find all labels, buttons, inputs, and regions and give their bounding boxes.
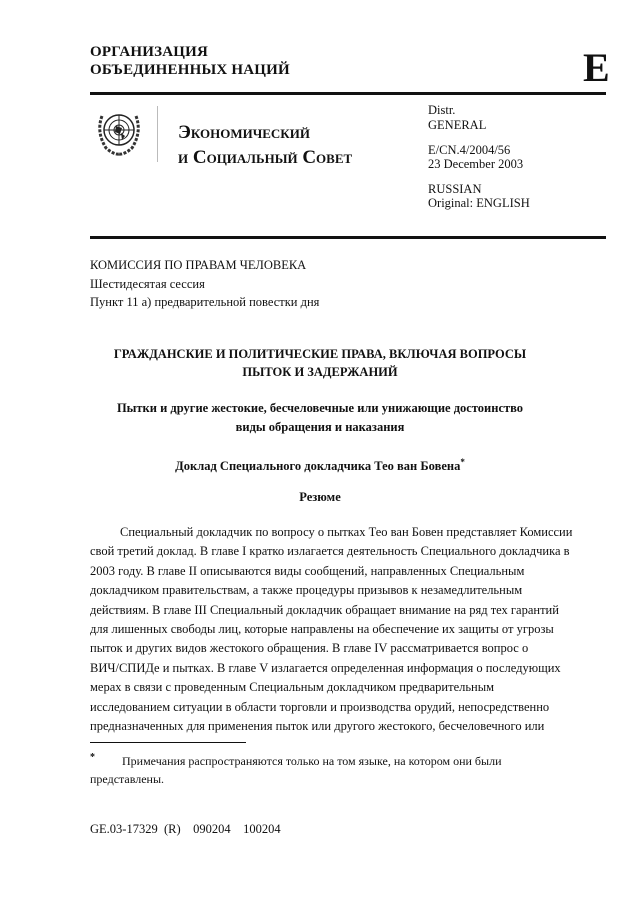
title-line2: ПЫТОК И ЗАДЕРЖАНИЙ	[242, 365, 398, 379]
summary-line: предназначенных для применения пыток или другого жестокого, бесчеловечного или	[90, 719, 545, 733]
footnote-line1: Примечания распространяются только на том языке, на котором они были	[122, 754, 502, 768]
agenda-item: Пункт 11 а) предварительной повестки дня	[90, 295, 320, 309]
document-symbol: E/CN.4/2004/56	[428, 143, 511, 157]
document-date: 23 December 2003	[428, 157, 524, 171]
session-name: Шестидесятая сессия	[90, 277, 205, 291]
summary-line: ВИЧ/СПИДе и пытках. В главе V излагается определенная информация о последующих	[90, 660, 561, 675]
report-title	[0, 457, 640, 474]
summary-heading: Резюме	[299, 490, 341, 504]
summary-line: исследованием ситуации в области торговли и производства орудий, непосредственно	[90, 699, 550, 714]
council-name-line2: и Социальный Совет	[178, 147, 353, 168]
footnote-rule	[90, 742, 246, 743]
commission-name: КОМИССИЯ ПО ПРАВАМ ЧЕЛОВЕКА	[90, 258, 307, 272]
footnote-mark: *	[90, 752, 95, 763]
summary-line: Специальный докладчик по вопросу о пытках Тео ван Бовен представляет Комиссии	[120, 525, 573, 539]
header-rule	[90, 92, 606, 95]
distribution: GENERAL	[428, 118, 487, 132]
un-emblem-icon	[94, 106, 144, 158]
summary-line: действиям. В главе III Специальный докладчик обращает внимание на ряд тех гарантий	[90, 602, 559, 617]
original-language: Original: ENGLISH	[428, 196, 530, 210]
subtitle-line2: виды обращения и наказания	[235, 420, 405, 434]
report-title-text: Доклад Специального докладчика Тео ван Бовена	[175, 459, 461, 474]
title-line1: ГРАЖДАНСКИЕ И ПОЛИТИЧЕСКИЕ ПРАВА, ВКЛЮЧАЯ ВОПРОСЫ	[113, 347, 527, 361]
job-number: GE.03-17329 (R) 090204 100204	[90, 822, 281, 836]
footnote-ref[interactable]: *	[460, 457, 465, 467]
summary-line: для лишенных свободы лиц, которые направлены на обеспечение их защиты от угрозы	[90, 622, 554, 636]
org-name-line1: ОРГАНИЗАЦИЯ	[90, 44, 209, 60]
summary-line: 2003 году. В главе II описываются виды сообщений, направленных Специальным	[90, 563, 525, 578]
summary-line: пыток и других видов жестокого обращения. В главе IV рассматривается вопрос о	[90, 641, 529, 656]
header-bottom-rule	[90, 236, 606, 239]
distr-label: Distr.	[428, 103, 456, 117]
footnote-line2: представлены.	[90, 772, 165, 786]
emblem-divider	[157, 106, 158, 162]
document-language: RUSSIAN	[428, 182, 482, 196]
language-letter: E	[583, 45, 610, 90]
summary-line: свой третий доклад. В главе I кратко излагается деятельность Специального докладчика в	[90, 544, 570, 559]
summary-line: докладчиком правительствам, а также процедуры призывов к незамедлительным	[90, 583, 523, 598]
council-name-line1: Экономический	[178, 122, 310, 143]
subtitle-line1: Пытки и другие жестокие, бесчеловечные или унижающие достоинство	[116, 401, 524, 415]
summary-line: мерах в связи с проведенным Специальным докладчиком предварительным	[90, 680, 495, 695]
org-name-line2: ОБЪЕДИНЕННЫХ НАЦИЙ	[90, 62, 290, 78]
